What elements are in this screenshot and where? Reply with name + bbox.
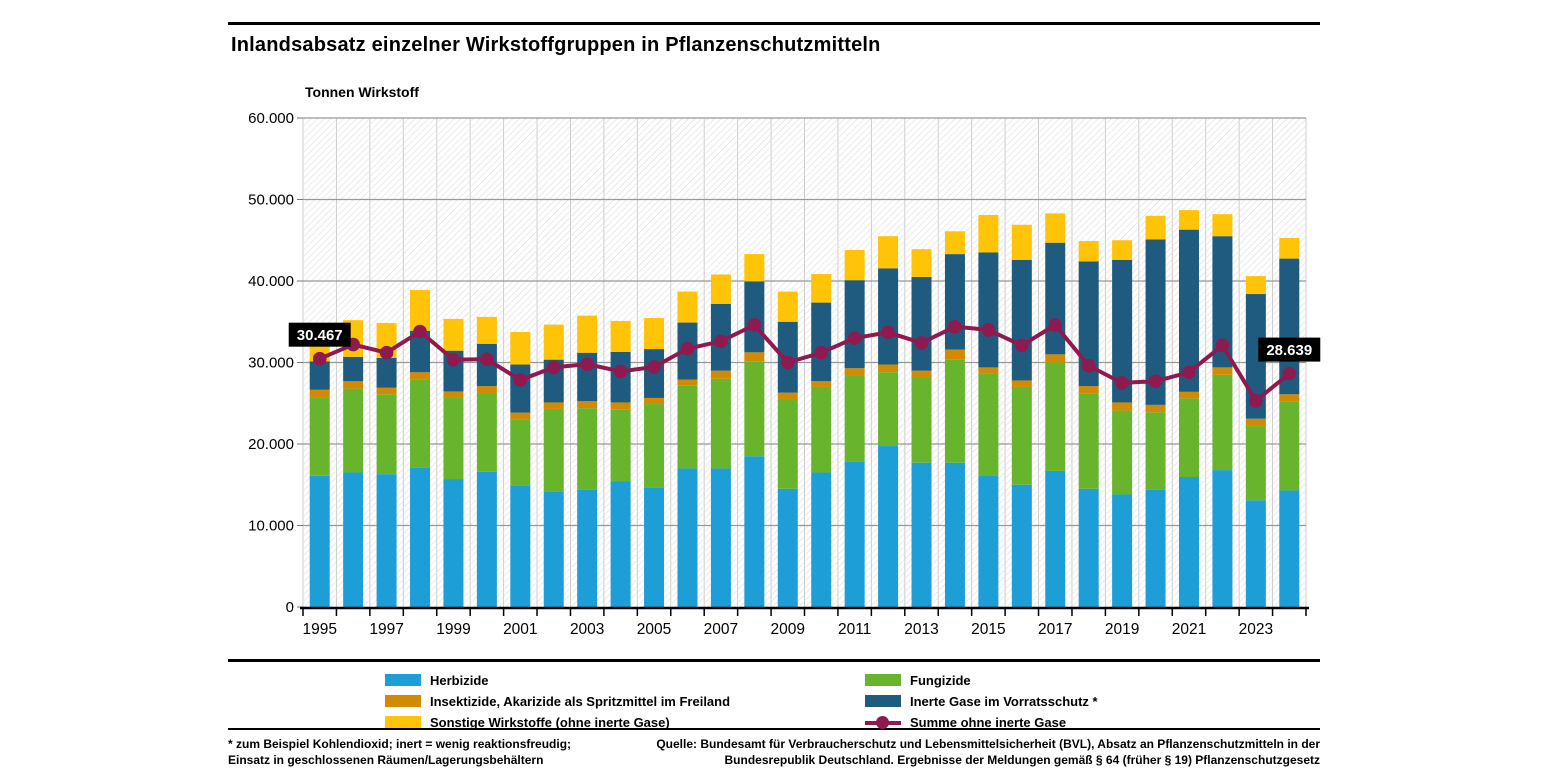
- line-marker: [413, 325, 427, 339]
- bar-segment: [1012, 387, 1032, 485]
- footnote-line: Einsatz in geschlossenen Räumen/Lagerungsbehältern: [228, 753, 544, 767]
- bar-segment: [343, 357, 363, 381]
- bar-segment: [1079, 241, 1099, 261]
- line-marker: [580, 357, 594, 371]
- x-axis-tick-label: 2003: [569, 621, 605, 638]
- bar-segment: [811, 473, 831, 607]
- x-axis-tick-label: 2011: [837, 621, 872, 638]
- herbizide-swatch: [385, 674, 421, 686]
- x-axis-tick-label: 2009: [770, 621, 806, 638]
- bar-segment: [878, 268, 898, 364]
- bar-segment: [912, 378, 932, 463]
- line-marker: [1216, 339, 1230, 353]
- bar-segment: [510, 332, 530, 365]
- bar-segment: [845, 250, 865, 280]
- annotation-value: 30.467: [296, 327, 343, 345]
- bar-segment: [377, 394, 397, 474]
- bar-segment: [1146, 216, 1166, 240]
- x-axis-tick-label: 1997: [369, 621, 404, 638]
- line-marker: [681, 342, 695, 356]
- bar-segment: [945, 463, 965, 607]
- bar-segment: [310, 476, 330, 607]
- line-marker-dot-icon: [876, 716, 889, 729]
- bar-segment: [1179, 392, 1199, 399]
- bar-segment: [912, 249, 932, 277]
- bar-segment: [577, 316, 597, 353]
- bar-segment: [744, 352, 764, 361]
- bar-segment: [845, 368, 865, 375]
- bar-segment: [1246, 500, 1266, 607]
- bar-segment: [544, 491, 564, 607]
- bar-segment: [1045, 363, 1065, 471]
- bar-segment: [845, 376, 865, 462]
- legend-label: Sonstige Wirkstoffe (ohne inerte Gase): [430, 714, 670, 730]
- bar-segment: [644, 404, 664, 488]
- summe-line-symbol: [865, 716, 901, 729]
- bar-segment: [477, 393, 497, 471]
- legend-label: Fungizide: [910, 672, 971, 688]
- legend-item-insektizide: [385, 694, 730, 708]
- bar-segment: [945, 231, 965, 254]
- annotation-value: 28.639: [1266, 342, 1313, 360]
- fungizide-swatch: [865, 674, 901, 686]
- line-marker: [313, 352, 327, 366]
- bar-segment: [1279, 394, 1299, 401]
- bar-segment: [1179, 477, 1199, 607]
- bar-segment: [677, 468, 697, 607]
- bar-segment: [644, 398, 664, 404]
- bar-segment: [778, 489, 798, 607]
- bar-segment: [611, 481, 631, 607]
- legend-label: Summe ohne inerte Gase: [910, 714, 1067, 730]
- bar-segment: [1045, 471, 1065, 607]
- bar-segment: [1079, 386, 1099, 394]
- bar-segment: [744, 456, 764, 607]
- line-marker: [915, 336, 929, 350]
- bar-segment: [410, 468, 430, 607]
- bar-segment: [1246, 426, 1266, 500]
- line-marker: [781, 356, 795, 370]
- bar-segment: [377, 388, 397, 395]
- y-axis-tick-label: 30.000: [248, 354, 294, 372]
- bar-segment: [377, 474, 397, 607]
- bar-segment: [811, 387, 831, 473]
- line-marker: [1282, 367, 1296, 381]
- bar-segment: [510, 365, 530, 413]
- bar-segment: [978, 252, 998, 367]
- bar-segment: [1146, 412, 1166, 489]
- bar-segment: [1279, 490, 1299, 607]
- line-marker: [881, 326, 895, 340]
- bar-segment: [343, 381, 363, 388]
- bar-segment: [1212, 470, 1232, 607]
- bar-segment: [1012, 225, 1032, 260]
- line-marker: [1115, 376, 1129, 390]
- bar-segment: [1112, 411, 1132, 495]
- bar-segment: [744, 361, 764, 456]
- bar-segment: [410, 290, 430, 331]
- bar-segment: [1112, 240, 1132, 260]
- y-axis-tick-label: 50.000: [248, 191, 294, 209]
- bar-segment: [1045, 354, 1065, 362]
- legend: [228, 659, 1320, 730]
- bar-segment: [1179, 398, 1199, 477]
- bar-segment: [377, 358, 397, 388]
- line-marker: [814, 346, 828, 360]
- x-axis-tick-label: 2001: [503, 621, 538, 638]
- bar-segment: [477, 472, 497, 607]
- x-axis-tick-label: 2017: [1038, 621, 1073, 638]
- bar-segment: [878, 372, 898, 446]
- bar-segment: [544, 409, 564, 491]
- bar-segment: [1045, 243, 1065, 355]
- bar-segment: [811, 274, 831, 303]
- line-marker: [1149, 374, 1163, 388]
- bar-segment: [310, 398, 330, 476]
- bar-segment: [677, 292, 697, 323]
- bar-segment: [644, 488, 664, 607]
- bar-segment: [577, 401, 597, 408]
- bar-segment: [744, 281, 764, 352]
- bar-segment: [677, 380, 697, 386]
- x-axis-tick-label: 2019: [1104, 621, 1140, 638]
- legend-item-sonstige: [385, 715, 670, 729]
- x-axis-tick-label: 2005: [636, 621, 672, 638]
- line-marker: [1182, 365, 1196, 379]
- footnote-line: * zum Beispiel Kohlendioxid; inert = wenig reaktionsfreudig;: [228, 737, 572, 751]
- bar-segment: [310, 361, 330, 390]
- bar-segment: [1279, 238, 1299, 259]
- legend-label: Insektizide, Akarizide als Spritzmittel im Freiland: [430, 693, 731, 709]
- bar-segment: [978, 215, 998, 252]
- bar-segment: [912, 463, 932, 607]
- bar-segment: [878, 446, 898, 607]
- line-marker: [480, 352, 494, 366]
- line-marker: [1249, 394, 1263, 408]
- bar-segment: [978, 475, 998, 607]
- bar-segment: [711, 371, 731, 379]
- line-marker: [614, 365, 628, 379]
- bar-segment: [1279, 402, 1299, 491]
- bar-segment: [1112, 495, 1132, 607]
- line-marker: [647, 360, 661, 374]
- bar-segment: [711, 274, 731, 303]
- bar-segment: [711, 468, 731, 607]
- legend-item-fungizide: [865, 673, 971, 687]
- legend-item-herbizide: [385, 673, 489, 687]
- line-marker: [748, 318, 762, 332]
- bar-segment: [644, 318, 664, 349]
- bar-segment: [1212, 367, 1232, 374]
- bar-segment: [577, 408, 597, 490]
- x-axis-tick-label: 1995: [302, 621, 337, 638]
- bar-segment: [878, 365, 898, 373]
- y-axis-tick-label: 20.000: [248, 436, 294, 453]
- bar-segment: [1179, 210, 1199, 230]
- bar-segment: [878, 236, 898, 268]
- x-axis-tick-label: 2007: [703, 621, 739, 638]
- bar-segment: [1212, 375, 1232, 470]
- y-axis-tick-label: 0: [285, 599, 294, 616]
- bar-segment: [611, 321, 631, 352]
- bar-segment: [978, 374, 998, 475]
- bar-segment: [845, 462, 865, 607]
- footnote-source: [656, 736, 1320, 768]
- legend-item-summe: [865, 715, 1066, 729]
- inerte-gase-swatch: [865, 695, 901, 707]
- line-marker: [948, 320, 962, 334]
- bar-segment: [477, 386, 497, 393]
- bar-segment: [1012, 260, 1032, 381]
- bar-segment: [945, 349, 965, 359]
- x-axis-tick-label: 2013: [904, 621, 939, 638]
- bar-segment: [443, 319, 463, 351]
- bar-segment: [544, 325, 564, 360]
- bar-segment: [577, 490, 597, 607]
- line-marker: [1015, 339, 1029, 353]
- bar-segment: [711, 379, 731, 469]
- bar-segment: [410, 380, 430, 468]
- bar-segment: [1212, 214, 1232, 236]
- bar-segment: [811, 381, 831, 387]
- bar-segment: [744, 254, 764, 281]
- line-marker: [514, 373, 528, 387]
- bar-segment: [845, 280, 865, 368]
- y-axis-tick-label: 40.000: [248, 273, 294, 290]
- bar-segment: [1079, 489, 1099, 607]
- bar-segment: [811, 303, 831, 382]
- bar-segment: [443, 398, 463, 480]
- footnote-left: [228, 736, 571, 768]
- insektizide-swatch: [385, 695, 421, 707]
- bar-segment: [778, 400, 798, 489]
- x-axis-tick-label: 2023: [1238, 621, 1274, 638]
- bar-segment: [310, 390, 330, 398]
- line-marker: [380, 346, 394, 360]
- line-marker: [714, 335, 728, 349]
- sonstige-swatch: [385, 716, 421, 728]
- bar-segment: [1079, 394, 1099, 489]
- bar-segment: [912, 371, 932, 378]
- bar-segment: [611, 402, 631, 409]
- bar-segment: [510, 413, 530, 420]
- bar-segment: [912, 277, 932, 371]
- bar-segment: [1112, 402, 1132, 410]
- line-marker: [447, 353, 461, 367]
- legend-item-inerte-gase: [865, 694, 1098, 708]
- bar-segment: [945, 359, 965, 463]
- line-marker: [982, 323, 996, 337]
- bar-segment: [1012, 485, 1032, 607]
- line-marker: [1082, 359, 1096, 373]
- bar-segment: [978, 367, 998, 374]
- bar-segment: [544, 402, 564, 409]
- bar-segment: [945, 254, 965, 349]
- x-axis-tick-label: 2021: [1171, 621, 1207, 638]
- page-title: Inlandsabsatz einzelner Wirkstoffgruppen in Pflanzenschutzmitteln: [231, 34, 881, 56]
- bar-segment: [778, 292, 798, 322]
- bar-segment: [343, 389, 363, 473]
- bar-segment: [1012, 380, 1032, 387]
- bar-segment: [477, 317, 497, 344]
- x-axis-tick-label: 2015: [971, 621, 1006, 638]
- bar-segment: [677, 385, 697, 468]
- x-axis-tick-label: 1999: [436, 621, 471, 638]
- bar-segment: [1045, 213, 1065, 242]
- footnote-line: Bundesrepublik Deutschland. Ergebnisse der Meldungen gemäß § 64 (früher § 19) Pflanzenschutzgesetz: [724, 753, 1320, 767]
- bar-segment: [778, 393, 798, 400]
- bar-segment: [1146, 490, 1166, 607]
- bar-segment: [510, 486, 530, 607]
- bar-segment: [443, 479, 463, 607]
- y-axis-unit-label: Tonnen Wirkstoff: [305, 84, 419, 100]
- legend-label: Inerte Gase im Vorratsschutz *: [910, 693, 1098, 709]
- y-axis-tick-label: 60.000: [248, 110, 294, 127]
- y-axis-tick-label: 10.000: [248, 517, 294, 535]
- line-marker: [547, 361, 561, 375]
- bar-segment: [1246, 419, 1266, 426]
- bar-segment: [510, 419, 530, 486]
- bar-segment: [443, 391, 463, 397]
- bar-segment: [1146, 405, 1166, 412]
- bar-segment: [611, 410, 631, 482]
- line-marker: [848, 331, 862, 345]
- legend-label: Herbizide: [430, 672, 489, 688]
- line-marker: [1048, 318, 1062, 332]
- bar-segment: [410, 372, 430, 379]
- bar-segment: [1246, 276, 1266, 294]
- bar-segment: [343, 473, 363, 607]
- footnote-line: Quelle: Bundesamt für Verbraucherschutz und Lebensmittelsicherheit (BVL), Absatz an Pflanzenschutzmitteln in der: [656, 737, 1320, 751]
